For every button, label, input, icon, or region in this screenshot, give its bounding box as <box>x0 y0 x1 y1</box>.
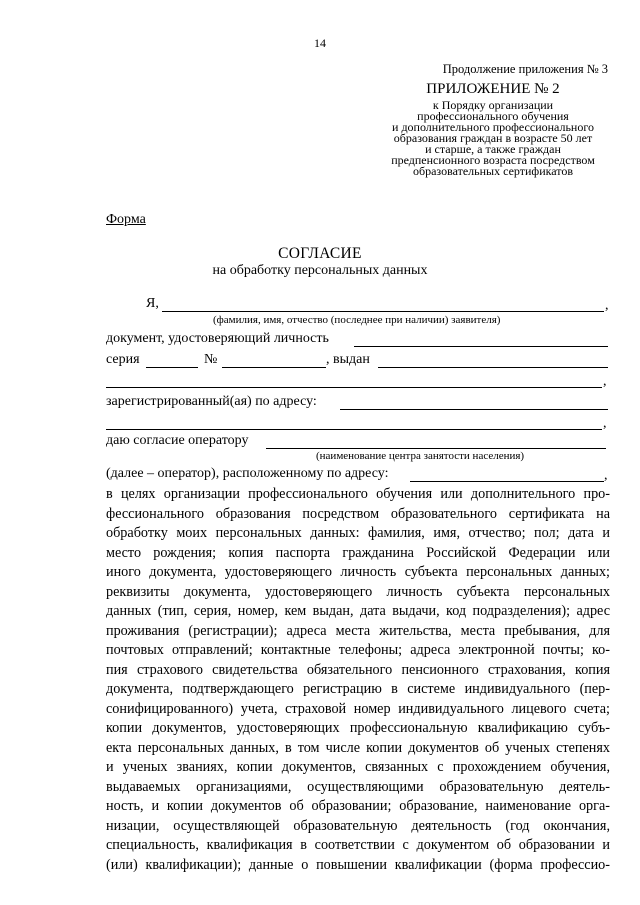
body-line: место рождения; копия паспорта гражданина Российской Федерации или <box>106 544 610 561</box>
body-line: сонифицированного) учета, страховой номер индивидуального лицевого счета; <box>106 700 610 717</box>
body-line: данных (тип, серия, номер, кем выдан, дата выдачи, код подразделения); адрес <box>106 603 610 619</box>
body-line: пия страхового свидетельства обязательного пенсионного страхования, копия <box>106 661 610 678</box>
body-line: проживания (регистрации); адреса места жительства, места пребывания, для <box>106 622 610 639</box>
appendix-subtitle-line: предпенсионного возраста посредством <box>391 153 595 167</box>
number-label: № <box>204 352 218 367</box>
center-hint: (наименование центра занятости населения) <box>316 450 525 462</box>
appendix-subtitle <box>368 100 618 177</box>
body-line: почтовых отправлений; контактные телефоны; адреса электронной почты; ко- <box>106 642 610 658</box>
body-line: екта персональных данных, в том числе копии документов об ученых степенях <box>106 739 610 756</box>
operator-field[interactable] <box>266 448 606 449</box>
appendix-subtitle-line: и дополнительного профессионального <box>392 120 594 134</box>
registered-label: зарегистрированный(ая) по адресу: <box>106 394 317 409</box>
appendix-subtitle-line: к Порядку организации <box>432 98 554 112</box>
document-label: документ, удостоверяющий личность <box>106 331 329 346</box>
body-line: копии документов, удостоверяющих профессиональную квалификацию субъ- <box>106 720 610 736</box>
issued-field-continued[interactable] <box>106 387 602 388</box>
consent-body-text <box>106 485 610 875</box>
number-field[interactable] <box>222 367 326 368</box>
consent-operator-label: даю согласие оператору <box>106 433 249 448</box>
appendix-subtitle-line: образования граждан в возрасте 50 лет <box>393 131 593 145</box>
series-field[interactable] <box>146 367 198 368</box>
appendix-subtitle-line: образовательных сертификатов <box>412 164 574 178</box>
ya-label: Я, <box>146 296 159 311</box>
appendix-subtitle-line: профессионального обучения <box>417 109 569 123</box>
fio-field[interactable] <box>162 311 604 312</box>
series-label: серия <box>106 352 140 367</box>
document-field[interactable] <box>354 346 608 347</box>
body-line: низации, осуществляющей образовательную деятельность (год окончания, <box>106 817 610 834</box>
operator-address-field[interactable] <box>410 481 604 482</box>
issued-label: , выдан <box>326 352 370 367</box>
address-field-continued[interactable] <box>106 429 602 430</box>
body-line: иного документа, удостоверяющего личность субъекта персональных данных; <box>106 564 610 580</box>
operator-address-label: (далее – оператор), расположенному по адресу: <box>106 466 389 481</box>
continuation-note: Продолжение приложения № 3 <box>442 62 608 76</box>
form-label: Форма <box>106 212 146 227</box>
body-line: (или) квалификации); данные о повышении квалификации (форма профессио- <box>106 856 610 873</box>
body-line: специальность, квалификация в соответствии с документом об образовании и <box>106 837 610 853</box>
body-line: выдаваемых организациями, осуществляющими образовательную деятель- <box>106 778 610 795</box>
fio-hint: (фамилия, имя, отчество (последнее при наличии) заявителя) <box>213 314 501 326</box>
body-line: реквизиты документа, удостоверяющего личность субъекта персональных <box>106 583 610 600</box>
fio-comma: , <box>605 298 609 313</box>
issued-field[interactable] <box>378 367 608 368</box>
address-comma: , <box>603 416 607 431</box>
body-line: документа, подтверждающего регистрацию в системе индивидуального (пер- <box>106 681 610 697</box>
body-line: и ученых званиях, копии документов, связанных с прохождением обучения, <box>106 759 610 775</box>
address-field[interactable] <box>340 409 608 410</box>
body-line: в целях организации профессионального обучения или дополнительного про- <box>106 486 610 502</box>
appendix-subtitle-line: и старше, а также граждан <box>425 142 561 156</box>
issued-comma: , <box>603 374 607 389</box>
body-line: ность, и копии документов об образовании; образование, наименование орга- <box>106 798 610 814</box>
document-subheading: на обработку персональных данных <box>212 263 428 278</box>
document-heading: СОГЛАСИЕ <box>278 245 362 262</box>
body-line: фессионального образования посредством образовательного сертификата на <box>106 505 610 522</box>
page-number: 14 <box>314 36 326 50</box>
appendix-title: ПРИЛОЖЕНИЕ № 2 <box>426 81 560 97</box>
body-line: обработку моих персональных данных: фамилия, имя, отчество; пол; дата и <box>106 525 610 541</box>
operator-address-comma: , <box>604 468 608 483</box>
